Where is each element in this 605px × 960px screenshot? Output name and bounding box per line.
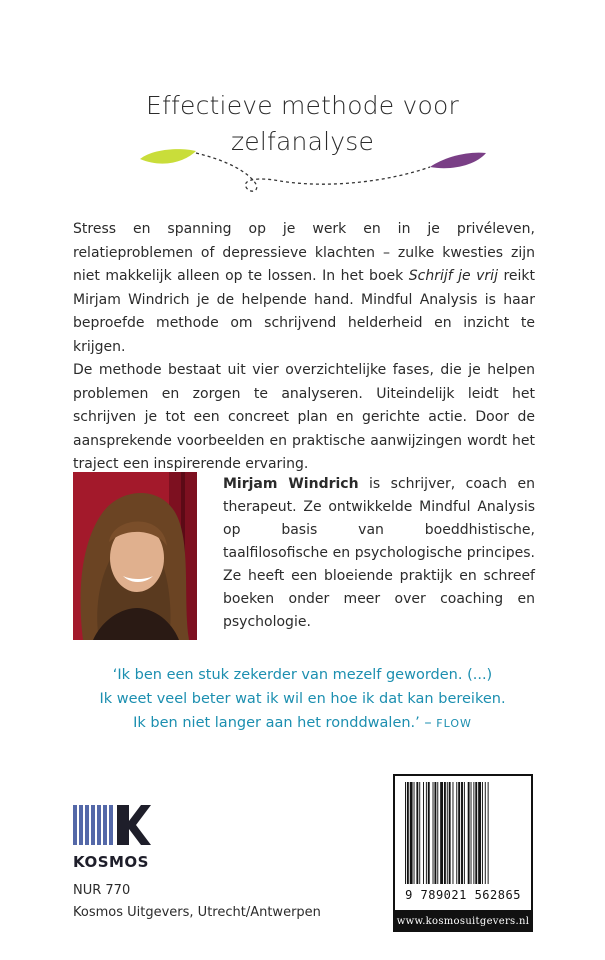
barcode-bar <box>410 782 413 884</box>
barcode-bar <box>461 782 463 884</box>
barcode-bar <box>464 782 465 884</box>
right-leaf-icon <box>430 153 486 169</box>
left-leaf-icon <box>140 149 196 164</box>
nur-code: NUR 770 <box>73 883 131 898</box>
method-paragraph: De methode bestaat uit vier overzichtelijke fases, die je helpen problemen en zorgen te analyseren. Uiteindelijk leidt het schrijven je tot een concreet plan en gerichte actie. Door de aansprekende voorbeelden en praktische aanwijzingen wordt het traject een inspirerende ervaring. <box>73 362 535 472</box>
quote-line-2: Ik weet veel beter wat ik wil en hoe ik dat kan bereiken. <box>99 691 506 707</box>
barcode-bar <box>407 782 409 884</box>
barcode-bar <box>453 782 454 884</box>
barcode-bar <box>449 782 451 884</box>
barcode <box>393 774 533 912</box>
book-title-italic: Schrijf je vrij <box>408 268 498 284</box>
barcode-bar <box>447 782 448 884</box>
barcode-icon <box>403 782 525 884</box>
barcode-bar <box>416 782 418 884</box>
barcode-bar <box>468 782 470 884</box>
author-name: Mirjam Windrich <box>223 476 359 492</box>
barcode-bar <box>458 782 460 884</box>
barcode-bar <box>471 782 472 884</box>
title-line-1: Effectieve methode voor <box>146 91 459 120</box>
isbn-number: 9 789021 562865 <box>405 888 521 902</box>
barcode-bar <box>437 782 438 884</box>
barcode-bar <box>456 782 457 884</box>
barcode-bar <box>428 782 430 884</box>
barcode-bar <box>434 782 436 884</box>
barcode-bar <box>405 782 406 884</box>
quote-line-3: Ik ben niet langer aan het ronddwalen.’ – FLOW <box>133 715 472 731</box>
barcode-bar <box>426 782 427 884</box>
publisher-logo-text: KOSMOS <box>73 853 149 871</box>
barcode-bar <box>485 782 486 884</box>
publisher-website: www.kosmosuitgevers.nl <box>393 912 533 932</box>
barcode-bar <box>419 782 420 884</box>
intro-paragraph: Stress en spanning op je werk en in je privéleven, relatieproblemen of depressieve klachten – zulke kwesties zijn niet makkelijk alleen op te lossen. In het boek Schrijf je vrij reikt Mirjam Windrich je de helpende hand. Mindful Analysis is haar beproefde methode om schrijvend helderheid en inzicht te krijgen. <box>73 221 536 355</box>
barcode-bar <box>473 782 474 884</box>
barcode-bar <box>433 782 434 884</box>
author-portrait-icon <box>73 472 197 640</box>
quote-source: FLOW <box>436 717 472 730</box>
barcode-bar <box>444 782 446 884</box>
barcode-bar <box>475 782 477 884</box>
barcode-bar <box>440 782 443 884</box>
leaf-ornament <box>130 145 490 205</box>
barcode-bar <box>478 782 481 884</box>
quote-line-1: ‘Ik ben een stuk zekerder van mezelf geworden. (...) <box>112 667 493 683</box>
barcode-bar <box>414 782 415 884</box>
author-photo <box>73 472 197 640</box>
author-bio: Mirjam Windrich is schrijver, coach en therapeut. Ze ontwikkelde Mindful Analysis op basis van boeddhistische, taalfilosofische en psychologische principes. Ze heeft een bloeiende praktijk en schreef boeken onder meer over coaching en psychologie. <box>223 476 535 630</box>
review-quote <box>0 663 605 736</box>
barcode-bar <box>482 782 483 884</box>
publisher-name: Kosmos Uitgevers, Utrecht/Antwerpen <box>73 905 321 920</box>
barcode-bar <box>423 782 424 884</box>
dotted-path <box>196 153 430 191</box>
title-line-2: zelfanalyse <box>230 127 375 156</box>
barcode-bar <box>488 782 489 884</box>
